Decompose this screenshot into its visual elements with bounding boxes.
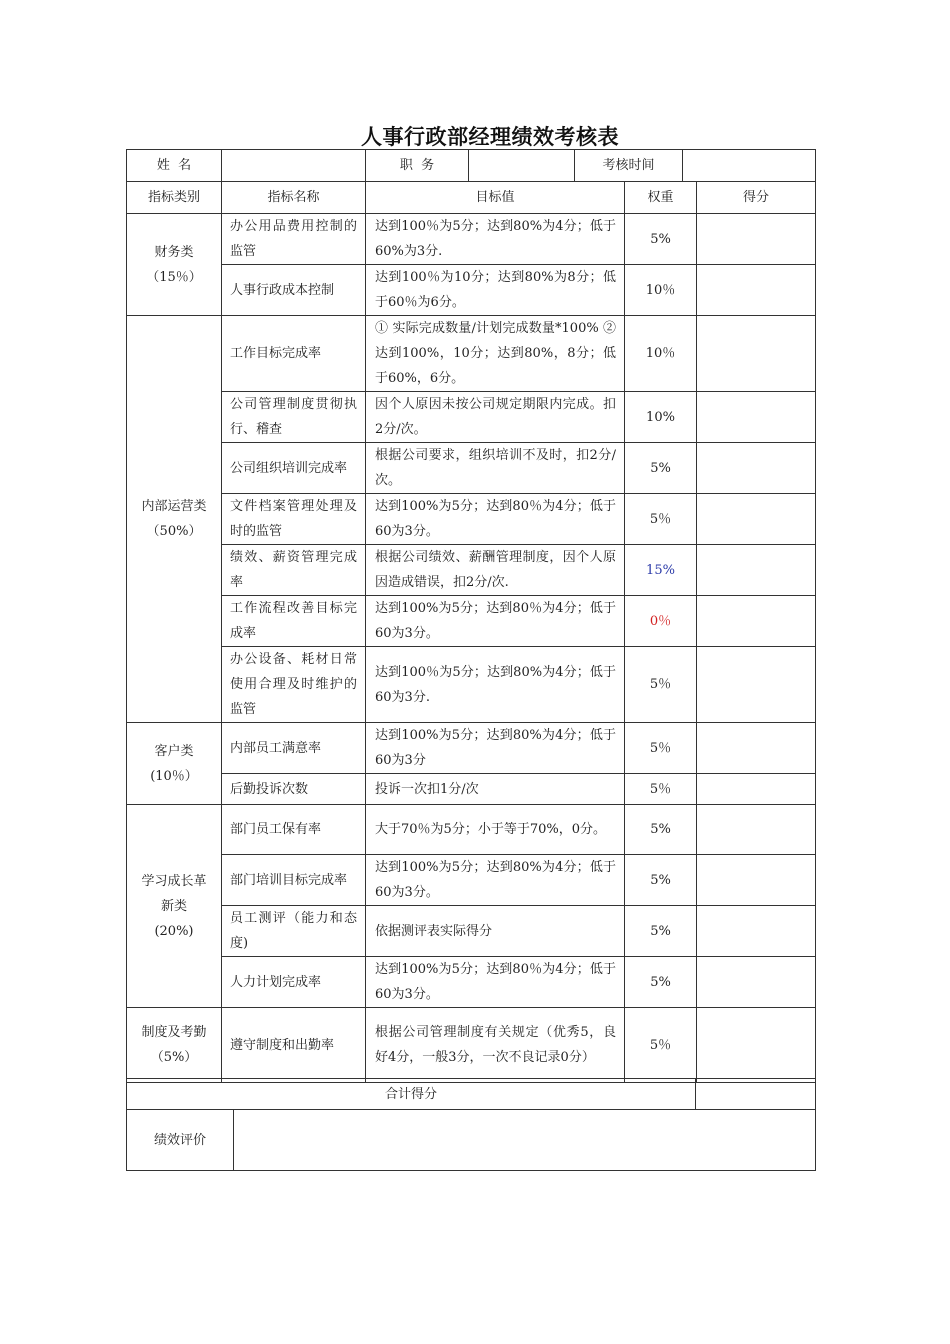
score-field[interactable] [697,545,816,596]
weight-value: 5% [625,957,697,1008]
weight-value: 5% [625,855,697,906]
weight-value: 5％ [625,723,697,774]
evaluation-field[interactable] [234,1110,816,1171]
category-label: (20%) [154,923,194,939]
table-row [127,723,816,774]
table-row [127,906,816,957]
score-field[interactable] [697,392,816,443]
category-label: （15％） [146,269,202,285]
table-row [127,596,816,647]
score-field[interactable] [697,723,816,774]
category-cell [127,316,222,723]
category-label: （50%） [146,524,202,539]
table-row [127,443,816,494]
summary-table [126,1078,816,1171]
position-label: 职 务 [366,150,469,182]
name-label: 姓 名 [127,150,222,182]
category-label: 学习成长革 [141,873,207,889]
table-row [127,855,816,906]
category-cell [127,805,222,1008]
score-field[interactable] [697,647,816,723]
score-field[interactable] [697,443,816,494]
indicator-name: 文件档案管理处理及时的监管 [222,494,366,545]
category-label: 客户类 [154,743,194,759]
page-title: 人事行政部经理绩效考核表 [361,125,619,149]
target-value: 达到100%为5分；达到80％为4分；低于60为3分。 [366,494,625,545]
category-cell [127,1008,222,1083]
target-value: 达到100％为5分；达到80%为4分；低于60为3分. [366,647,625,723]
score-field[interactable] [697,596,816,647]
target-value: ① 实际完成数量/计划完成数量*100% ② 达到100%，10分；达到80%，8分；低于60%，6分。 [366,316,625,392]
indicator-name: 办公用品费用控制的监管 [222,214,366,265]
score-field[interactable] [697,316,816,392]
indicator-name: 工作目标完成率 [222,316,366,392]
weight-value: 10% [625,392,697,443]
indicator-name: 员工测评（能力和态度) [222,906,366,957]
score-field[interactable] [697,774,816,805]
table-row [127,392,816,443]
category-label: 内部运营类 [141,499,207,514]
category-label: （5%） [150,1050,198,1065]
indicator-name: 后勤投诉次数 [222,774,366,805]
kpi-table [126,181,816,1083]
info-table [126,149,816,182]
indicator-name: 办公设备、耗材日常使用合理及时维护的监管 [222,647,366,723]
indicator-name: 公司管理制度贯彻执行、稽查 [222,392,366,443]
category-cell [127,723,222,805]
name-field[interactable] [222,150,366,182]
table-row [127,494,816,545]
target-value: 达到100％为10分；达到80%为8分；低于60％为6分。 [366,265,625,316]
category-label: 财务类 [154,244,194,260]
period-field[interactable] [683,150,816,182]
weight-value: 5％ [625,774,697,805]
indicator-name: 遵守制度和出勤率 [222,1008,366,1083]
period-label: 考核时间 [575,150,683,182]
target-value: 根据公司绩效、薪酬管理制度，因个人原因造成错误，扣2分/次. [366,545,625,596]
table-row [127,805,816,855]
target-value: 大于70％为5分；小于等于70%，0分。 [366,805,625,855]
header-score: 得分 [697,182,816,214]
target-value: 根据公司管理制度有关规定（优秀5，良好4分，一般3分，一次不良记录0分） [366,1008,625,1083]
position-field[interactable] [469,150,575,182]
target-value: 根据公司要求，组织培训不及时，扣2分/次。 [366,443,625,494]
indicator-name: 部门员工保有率 [222,805,366,855]
score-field[interactable] [697,265,816,316]
weight-value: 5% [625,906,697,957]
evaluation-label: 绩效评价 [127,1110,234,1171]
table-row [127,545,816,596]
table-row [127,316,816,392]
target-value: 达到100%为5分；达到80%为4分；低于60为3分。 [366,855,625,906]
header-weight: 权重 [625,182,697,214]
indicator-name: 部门培训目标完成率 [222,855,366,906]
table-row [127,774,816,805]
indicator-name: 绩效、薪资管理完成率 [222,545,366,596]
weight-value: 15% [625,545,697,596]
table-row [127,647,816,723]
score-field[interactable] [697,1008,816,1083]
table-row [127,1008,816,1083]
header-target: 目标值 [366,182,625,214]
target-value: 达到100%为5分；达到80%为4分；低于60为3分 [366,723,625,774]
target-value: 依据测评表实际得分 [366,906,625,957]
weight-value: 5% [625,805,697,855]
weight-value: 5% [625,214,697,265]
weight-value: 5％ [625,647,697,723]
category-label: 新类 [160,898,187,914]
score-field[interactable] [697,805,816,855]
weight-value: 0％ [625,596,697,647]
table-row [127,214,816,265]
score-field[interactable] [697,957,816,1008]
score-field[interactable] [697,906,816,957]
indicator-name: 人力计划完成率 [222,957,366,1008]
category-cell [127,214,222,316]
total-label: 合计得分 [127,1079,696,1110]
table-row [127,957,816,1008]
target-value: 达到100%为5分；达到80％为4分；低于60为3分。 [366,596,625,647]
score-field[interactable] [697,214,816,265]
total-score-field[interactable] [696,1079,816,1110]
weight-value: 5％ [625,494,697,545]
target-value: 投诉一次扣1分/次 [366,774,625,805]
score-field[interactable] [697,855,816,906]
target-value: 达到100%为5分；达到80％为4分；低于60为3分。 [366,957,625,1008]
weight-value: 5% [625,443,697,494]
header-category: 指标类别 [127,182,222,214]
table-row [127,265,816,316]
indicator-name: 内部员工满意率 [222,723,366,774]
category-label: 制度及考勤 [141,1025,207,1040]
score-field[interactable] [697,494,816,545]
weight-value: 5％ [625,1008,697,1083]
header-row [127,182,816,214]
indicator-name: 人事行政成本控制 [222,265,366,316]
header-indicator: 指标名称 [222,182,366,214]
indicator-name: 工作流程改善目标完成率 [222,596,366,647]
target-value: 达到100％为5分；达到80%为4分；低于60%为3分. [366,214,625,265]
category-label: (10％） [150,768,198,784]
weight-value: 10％ [625,316,697,392]
weight-value: 10％ [625,265,697,316]
target-value: 因个人原因未按公司规定期限内完成。扣2分/次。 [366,392,625,443]
indicator-name: 公司组织培训完成率 [222,443,366,494]
